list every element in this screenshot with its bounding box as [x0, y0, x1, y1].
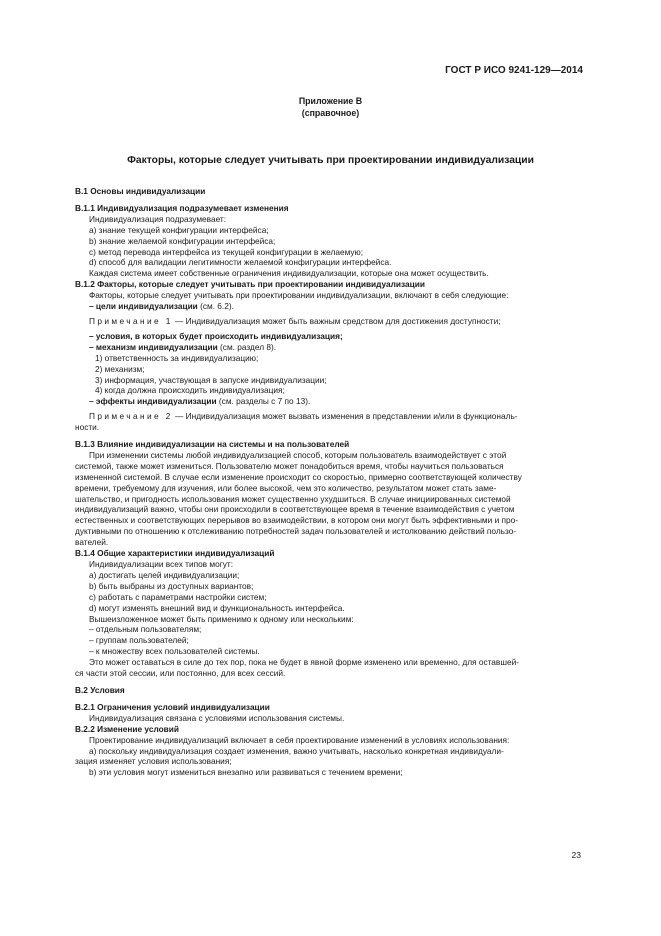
list-item: c) работать с параметрами настройки систем; — [89, 591, 267, 602]
emphasis: – условия, в которых будет происходить индивидуализация; — [89, 330, 343, 341]
list-item: b) эти условия могут измениться внезапно или развиваться с течением времени; — [89, 767, 403, 778]
list-item: 2) механизм; — [95, 363, 145, 374]
note-label: Примечание 1 — [89, 315, 173, 326]
section-heading-b12: В.1.2 Факторы, которые следует учитывать при проектировании индивидуализации — [75, 279, 425, 290]
section-heading-b22: В.2.2 Изменение условий — [75, 723, 179, 734]
list-item: – к множеству всех пользователей системы. — [89, 646, 260, 657]
paragraph: Вышеизложенное может быть применимо к одному или нескольким: — [89, 613, 354, 624]
list-item: 4) когда должна происходить индивидуализация; — [95, 385, 285, 396]
list-item — [75, 331, 587, 342]
paragraph-line: дуктивными по отношению к отслеживанию потребностей задач пользователей и истолкованию действий пользо- — [75, 526, 517, 537]
paragraph-line: индивидуализаций важно, чтобы они происходили в соответствующее время в течение взаимодействия с учетом — [75, 504, 515, 515]
paragraph-line: системой, также может измениться. Пользователю может понадобиться время, чтобы научиться пользоваться — [75, 460, 504, 471]
emphasis: – цели индивидуализации — [89, 301, 198, 312]
emphasis: – эффекты индивидуализации — [89, 396, 217, 407]
page-number: 23 — [571, 850, 581, 860]
section-heading-b2: В.2 Условия — [75, 684, 125, 695]
list-item: b) знание желаемой конфигурации интерфейса; — [89, 235, 276, 246]
appendix-label: Приложение В — [298, 96, 363, 106]
list-item-text: (см. раздел 8). — [217, 341, 277, 352]
paragraph-line: ся части этой сессии, или постоянно, для всех сессий. — [75, 668, 286, 679]
paragraph: Индивидуализация связана с условиями использования системы. — [89, 712, 345, 723]
paragraph-line: Это может оставаться в силе до тех пор, пока не будет в явной форме изменено или временно, для оставшей- — [89, 657, 519, 668]
note-label: Примечание 2 — [89, 411, 173, 422]
list-item: – группам пользователей; — [89, 635, 189, 646]
paragraph-line: вателей. — [75, 537, 109, 548]
list-item: d) могут изменять внешний вид и функциональность интерфейса. — [89, 602, 345, 613]
list-item-text: (см. 6.2). — [197, 301, 234, 312]
list-item: a) достигать целей индивидуализации; — [89, 569, 240, 580]
list-item: 3) информация, участвующая в запуске индивидуализации; — [95, 374, 327, 385]
standard-code-header: ГОСТ Р ИСО 9241-129—2014 — [445, 65, 583, 76]
section-heading-b21: В.2.1 Ограничения условий индивидуализации — [75, 701, 270, 712]
emphasis: – механизм индивидуализации — [89, 341, 218, 352]
paragraph-line: естественных и соответствующих перерывов во взаимодействии, в котором они могут быть эффективными и про- — [75, 515, 518, 526]
note-text: — Индивидуализация может вызвать изменения в представлении и/или в функциональ- — [172, 411, 518, 422]
list-item — [75, 396, 587, 407]
paragraph: Факторы, которые следует учитывать при проектировании индивидуализации, включают в себя следующие: — [89, 290, 509, 301]
list-item-text: (см. разделы с 7 по 13). — [216, 396, 311, 407]
note-continuation: ности. — [75, 422, 100, 433]
paragraph: Индивидуализации всех типов могут: — [89, 559, 233, 569]
section-heading-b11: В.1.1 Индивидуализация подразумевает изменения — [75, 202, 289, 213]
note — [75, 411, 587, 422]
paragraph: Индивидуализация подразумевает: — [89, 213, 227, 224]
note — [75, 316, 587, 327]
paragraph: Каждая система имеет собственные ограничения индивидуализации, которые она может осуществить. — [89, 268, 489, 279]
paragraph-line: При изменении системы любой индивидуализацией способ, которым пользователь взаимодействует с этой — [89, 449, 507, 460]
paragraph-line: измененной системой. В случае если изменение происходит со скоростью, примерно соответствующей количеству — [75, 471, 522, 482]
list-item: a) поскольку индивидуализация создает изменения, важно учитывать, насколько конкретная индивидуали- — [89, 745, 504, 756]
paragraph-line: шательство, и пригодность использования может существенно ухудшиться. В случае инициированных системой — [75, 493, 511, 504]
paragraph-line: времени, требуемому для изучения, или более высокой, чем это количество, результатом может стать заме- — [75, 482, 497, 493]
list-item: 1) ответственность за индивидуализацию; — [95, 352, 259, 363]
appendix-type: (справочное) — [301, 108, 360, 118]
paragraph: Проектирование индивидуализаций включает в себя проектирование изменений в условиях использования: — [89, 734, 510, 745]
list-item: b) быть выбраны из доступных вариантов; — [89, 580, 254, 591]
section-heading-b13: В.1.3 Влияние индивидуализации на системы и на пользователей — [75, 439, 350, 450]
list-item: a) знание текущей конфигурации интерфейса; — [89, 224, 269, 235]
list-item — [75, 342, 587, 353]
list-item-continuation: зация изменяет условия использования; — [75, 756, 232, 767]
list-item: – отдельным пользователям; — [89, 624, 202, 635]
appendix-title: Факторы, которые следует учитывать при проектировании индивидуализации — [127, 155, 534, 166]
section-heading-b14: В.1.4 Общие характеристики индивидуализаций — [75, 548, 275, 559]
list-item: d) способ для валидации легитимности желаемой конфигурации интерфейса. — [89, 257, 392, 268]
list-item — [75, 301, 587, 312]
list-item: c) метод перевода интерфейса из текущей конфигурации в желаемую; — [89, 246, 364, 257]
note-text: — Индивидуализация может быть важным средством для достижения доступности; — [172, 315, 501, 326]
document-body — [75, 186, 587, 778]
section-heading-b1: В.1 Основы индивидуализации — [75, 186, 206, 196]
